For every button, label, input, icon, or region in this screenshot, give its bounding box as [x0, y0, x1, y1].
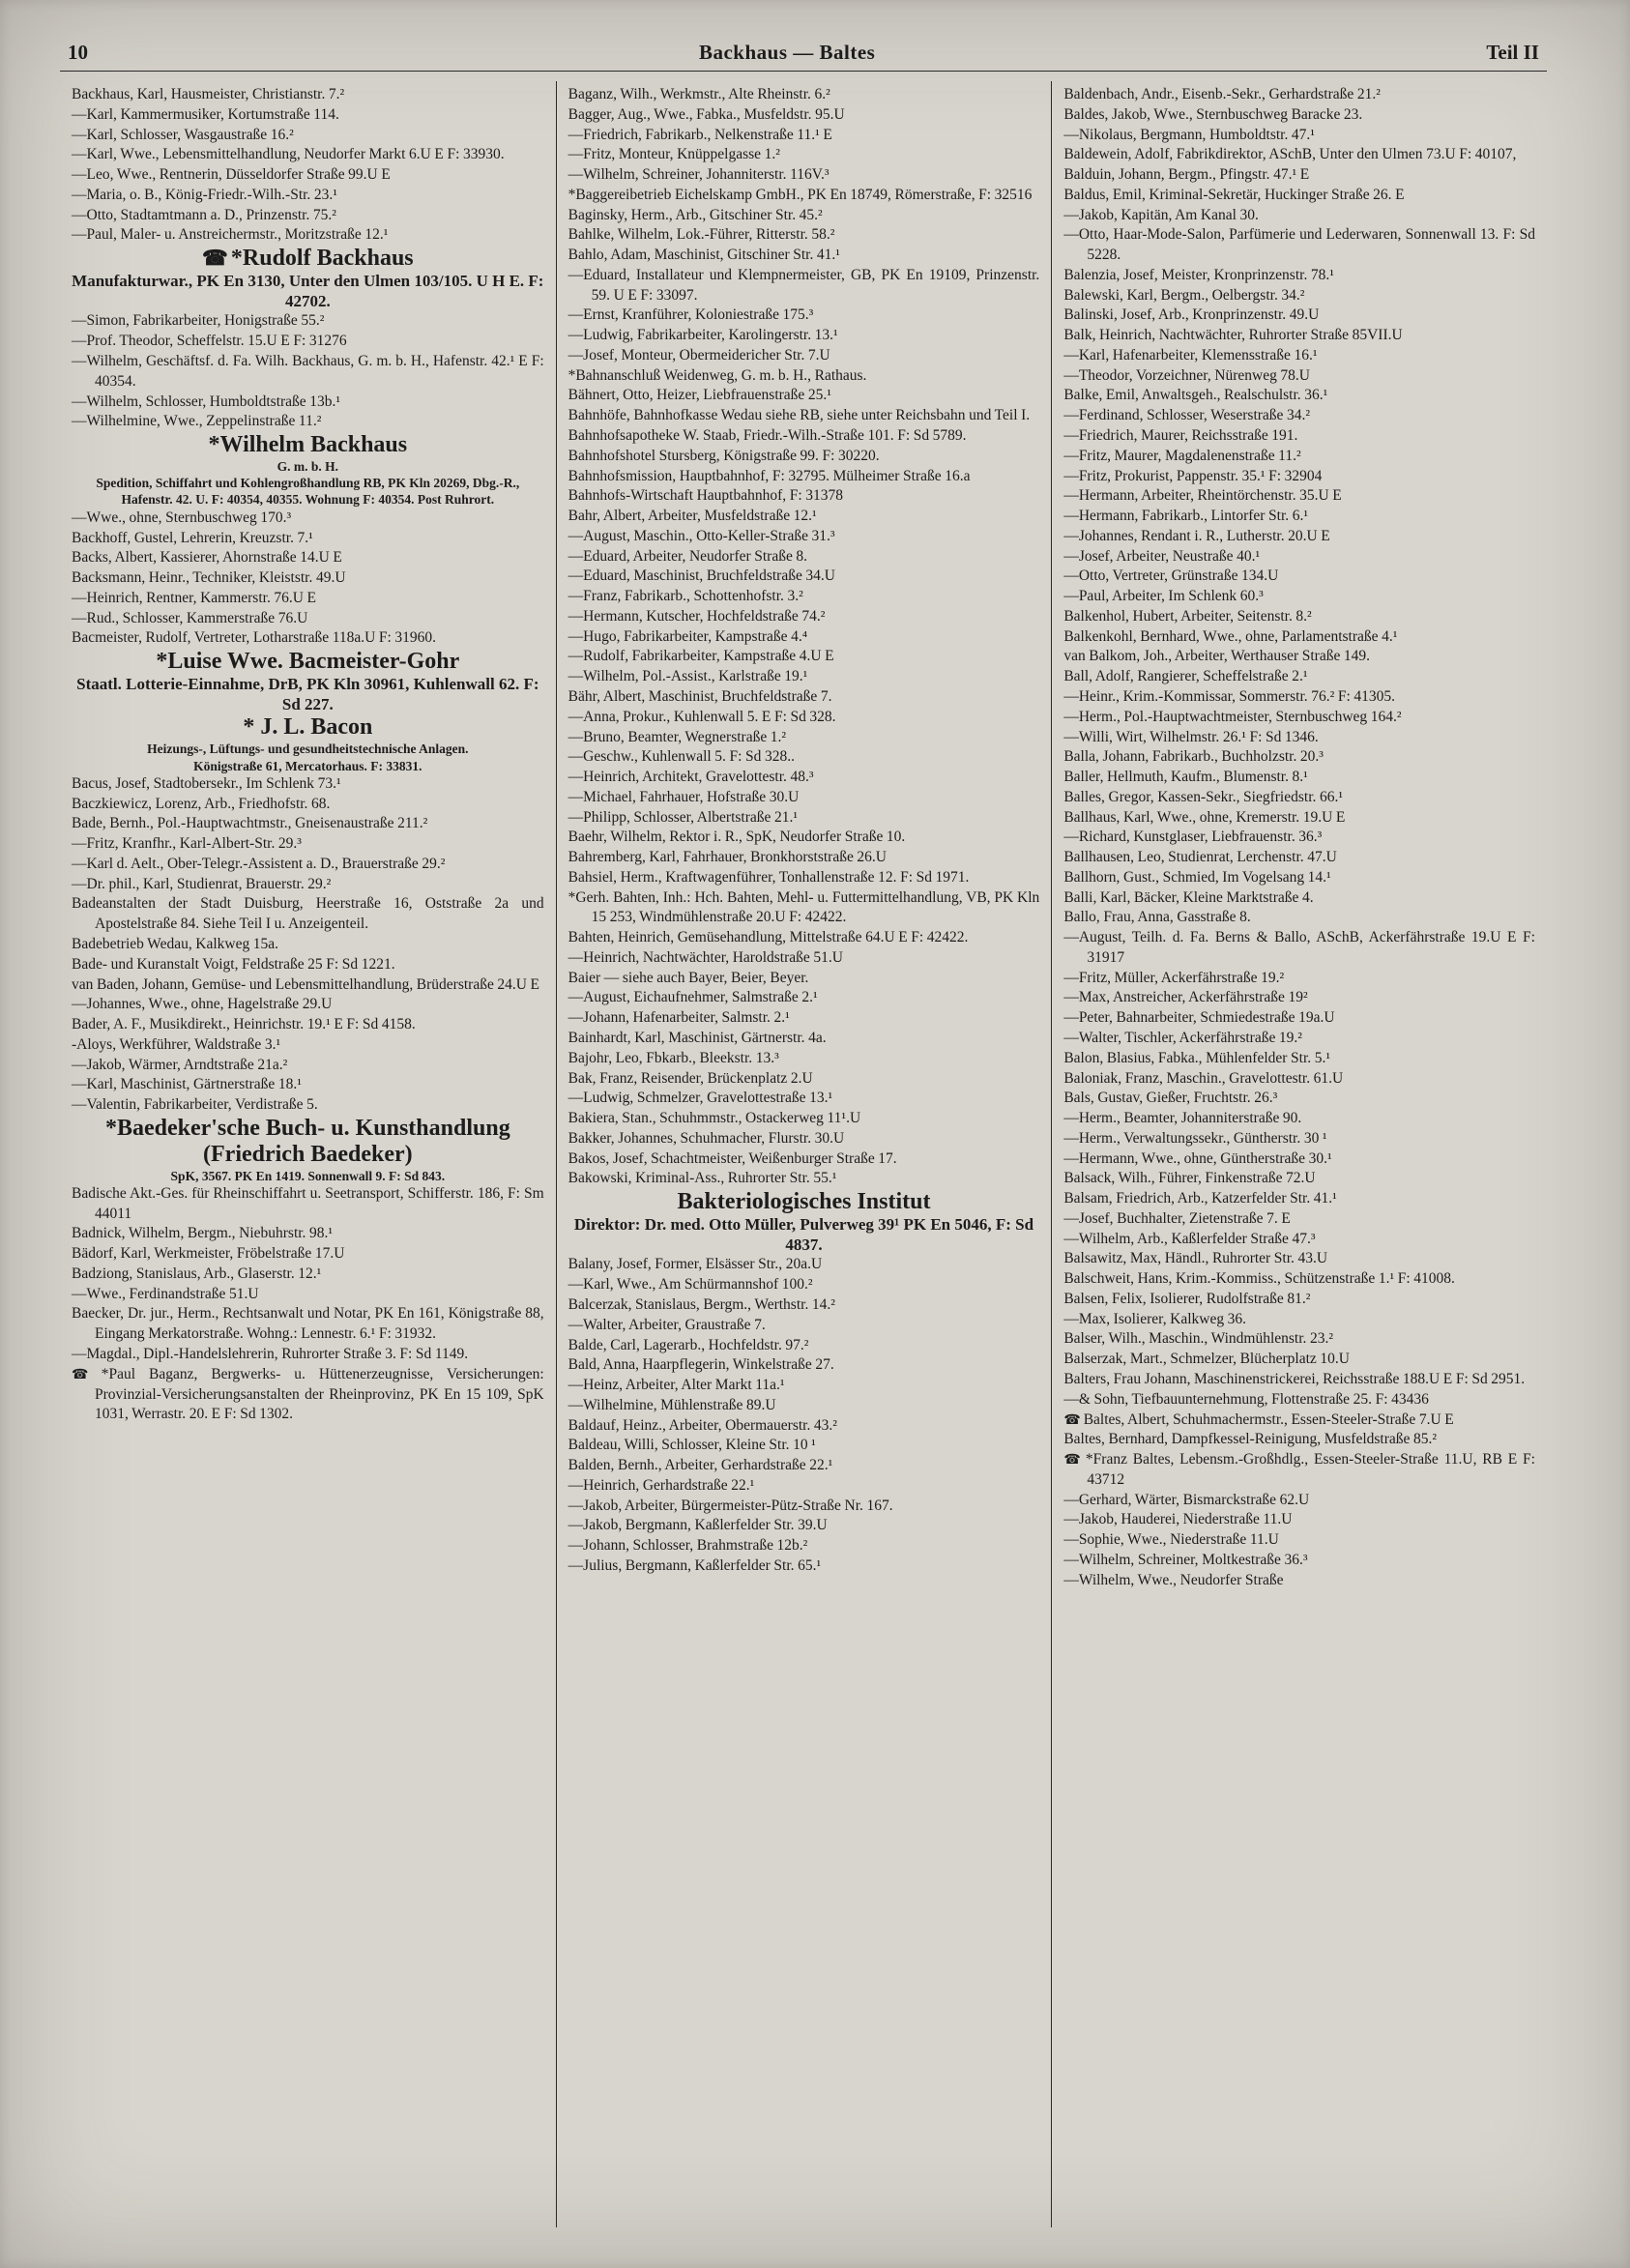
directory-entry: —Nikolaus, Bergmann, Humboldtstr. 47.¹: [1063, 126, 1315, 143]
directory-entry: Bakiera, Stan., Schuhmmstr., Ostackerweg 11¹.U: [568, 1110, 861, 1127]
directory-entry: Bahten, Heinrich, Gemüsehandlung, Mittelstraße 64.U E F: 42422.: [568, 929, 969, 946]
directory-entry: Baloniak, Franz, Maschin., Gravelottestr. 61.U: [1063, 1069, 1344, 1087]
directory-entry: —August, Teilh. d. Fa. Berns & Ballo, ASchB, Ackerfährstraße 19.U E F: 31917: [1063, 929, 1535, 966]
directory-entry: —Franz, Fabrikarb., Schottenhofstr. 3.²: [568, 588, 803, 605]
directory-entry: Balke, Emil, Anwaltsgeh., Realschulstr. 36.¹: [1063, 387, 1328, 404]
directory-column-2: [556, 81, 1052, 2227]
directory-entry: Bajohr, Leo, Fbkarb., Bleekstr. 13.³: [568, 1049, 779, 1066]
directory-entry: Baldauf, Heinz., Arbeiter, Obermauerstr. 43.²: [568, 1416, 837, 1434]
directory-entry: Balserzak, Mart., Schmelzer, Blücherplatz 10.U: [1063, 1351, 1350, 1368]
directory-entry: —Peter, Bahnarbeiter, Schmiedestraße 19a.U: [1063, 1009, 1335, 1027]
directory-entry: Balenzia, Josef, Meister, Kronprinzenstr. 78.¹: [1063, 266, 1334, 283]
directory-entry: —Max, Isolierer, Kalkweg 36.: [1063, 1310, 1247, 1327]
directory-entry: ☎ Baltes, Albert, Schuhmachermstr., Essen-Steeler-Straße 7.U E: [1063, 1410, 1454, 1428]
directory-entry: Bahnhofsmission, Hauptbahnhof, F: 32795. Mülheimer Straße 16.a: [568, 467, 971, 484]
directory-entry: Bädorf, Karl, Werkmeister, Fröbelstraße 17.U: [72, 1245, 345, 1263]
directory-entry: Bähr, Albert, Maschinist, Bruchfeldstraße 7.: [568, 687, 832, 705]
directory-entry: Baehr, Wilhelm, Rektor i. R., SpK, Neudorfer Straße 10.: [568, 829, 906, 846]
directory-entry: Balcerzak, Stanislaus, Bergm., Werthstr. 14.²: [568, 1295, 835, 1313]
directory-entry: —Herm., Pol.-Hauptwachtmeister, Sternbuschweg 164.²: [1063, 708, 1402, 725]
directory-entry: Baczkiewicz, Lorenz, Arb., Friedhofstr. 68.: [72, 795, 331, 812]
directory-entry: Ballhaus, Karl, Wwe., ohne, Kremerstr. 19.U E: [1063, 808, 1346, 826]
directory-entry: —Philipp, Schlosser, Albertstraße 21.¹: [568, 808, 798, 826]
directory-entry: Balk, Heinrich, Nachtwächter, Ruhrorter Straße 85VII.U: [1063, 327, 1403, 344]
directory-entry: Baier — siehe auch Bayer, Beier, Beyer.: [568, 969, 809, 986]
directory-entry: —Johann, Hafenarbeiter, Salmstr. 2.¹: [568, 1009, 790, 1027]
directory-entry: —Fritz, Prokurist, Pappenstr. 35.¹ F: 32904: [1063, 467, 1323, 484]
directory-entry: Bahnhöfe, Bahnhofkasse Wedau siehe RB, siehe unter Reichsbahn und Teil I.: [568, 407, 1031, 424]
directory-entry: Ballo, Frau, Anna, Gasstraße 8.: [1063, 909, 1251, 926]
directory-entry: van Baden, Johann, Gemüse- und Lebensmittelhandlung, Brüderstraße 24.U E: [72, 975, 540, 993]
directory-entry: —& Sohn, Tiefbauunternehmung, Flottenstraße 25. F: 43436: [1063, 1390, 1429, 1408]
directory-entry: -Aloys, Werkführer, Waldstraße 3.¹: [72, 1035, 281, 1053]
directory-entry: Backs, Albert, Kassierer, Ahornstraße 14.U E: [72, 549, 342, 567]
directory-entry: —Fritz, Maurer, Magdalenenstraße 11.²: [1063, 447, 1301, 464]
directory-columns: [60, 81, 1547, 2227]
directory-entry: Balla, Johann, Fabrikarb., Buchholzstr. 20.³: [1063, 748, 1324, 766]
directory-entry: Ballhorn, Gust., Schmied, Im Vogelsang 14.¹: [1063, 868, 1331, 886]
directory-entry: Balschweit, Hans, Krim.-Kommiss., Schützenstraße 1.¹ F: 41008.: [1063, 1270, 1455, 1288]
directory-entry: —Wilhelm, Wwe., Neudorfer Straße: [1063, 1571, 1284, 1588]
directory-entry: —Valentin, Fabrikarbeiter, Verdistraße 5.: [72, 1096, 318, 1114]
directory-entry: Bakos, Josef, Schachtmeister, Weißenburger Straße 17.: [568, 1149, 897, 1167]
directory-entry: —Geschw., Kuhlenwall 5. F: Sd 328..: [568, 748, 795, 766]
directory-entry: Bakker, Johannes, Schuhmacher, Flurstr. 30.U: [568, 1129, 845, 1147]
directory-entry: Bahnhofsapotheke W. Staab, Friedr.-Wilh.-Straße 101. F: Sd 5789.: [568, 427, 967, 445]
directory-entry: —Ferdinand, Schlosser, Weserstraße 34.²: [1063, 407, 1311, 424]
directory-heading: Direktor: Dr. med. Otto Müller, Pulverweg 39¹ PK En 5046, F: Sd 4837.: [573, 1214, 1034, 1254]
directory-entry: —Maria, o. B., König-Friedr.-Wilh.-Str. 23.¹: [72, 186, 337, 203]
directory-entry: —Dr. phil., Karl, Studienrat, Brauerstr. 29.²: [72, 875, 332, 892]
directory-entry: —August, Eichaufnehmer, Salmstraße 2.¹: [568, 989, 818, 1006]
directory-entry: —Fritz, Monteur, Knüppelgasse 1.²: [568, 146, 780, 163]
directory-entry: —Herm., Beamter, Johanniterstraße 90.: [1063, 1110, 1302, 1127]
directory-entry: —Hermann, Arbeiter, Rheintörchenstr. 35.U E: [1063, 487, 1342, 505]
directory-entry: —Karl, Schlosser, Wasgaustraße 16.²: [72, 126, 294, 143]
directory-entry: —Sophie, Wwe., Niederstraße 11.U: [1063, 1531, 1279, 1549]
directory-entry: —Eduard, Maschinist, Bruchfeldstraße 34.U: [568, 567, 835, 585]
directory-entry: Ballhausen, Leo, Studienrat, Lerchenstr. 47.U: [1063, 849, 1337, 866]
directory-heading: *Luise Wwe. Bacmeister-Gohr: [156, 649, 460, 675]
page-inner: [60, 41, 1547, 2227]
directory-entry: —Karl, Maschinist, Gärtnerstraße 18.¹: [72, 1076, 302, 1093]
directory-entry: —Karl, Kammermusiker, Kortumstraße 114.: [72, 105, 339, 123]
directory-entry: Balduin, Johann, Bergm., Pfingstr. 47.¹ E: [1063, 166, 1310, 184]
directory-entry: —Ludwig, Schmelzer, Gravelottestraße 13.¹: [568, 1090, 833, 1107]
directory-entry: —Rud., Schlosser, Kammerstraße 76.U: [72, 609, 308, 626]
directory-entry: —Paul, Arbeiter, Im Schlenk 60.³: [1063, 588, 1264, 605]
directory-entry: —Jakob, Bergmann, Kaßlerfelder Str. 39.U: [568, 1517, 828, 1534]
directory-entry: Badnick, Wilhelm, Bergm., Niebuhrstr. 98.¹: [72, 1225, 334, 1242]
directory-entry: —Hermann, Kutscher, Hochfeldstraße 74.²: [568, 607, 826, 625]
directory-entry: —Josef, Monteur, Obermeidericher Str. 7.U: [568, 346, 830, 363]
directory-entry: —Walter, Tischler, Ackerfährstraße 19.²: [1063, 1029, 1302, 1046]
directory-entry: Balon, Blasius, Fabka., Mühlenfelder Str. 5.¹: [1063, 1049, 1330, 1066]
directory-entry: —Wilhelmine, Wwe., Zeppelinstraße 11.²: [72, 413, 322, 430]
directory-entry: —Wilhelm, Geschäftsf. d. Fa. Wilh. Backhaus, G. m. b. H., Hafenstr. 42.¹ E F: 40354.: [72, 353, 544, 390]
directory-entry: —Jakob, Wärmer, Arndtstraße 21a.²: [72, 1056, 288, 1073]
directory-entry: —Magdal., Dipl.-Handelslehrerin, Ruhrorter Straße 3. F: Sd 1149.: [72, 1346, 469, 1362]
directory-entry: —Ernst, Kranführer, Koloniestraße 175.³: [568, 306, 814, 324]
directory-heading: *Wilhelm Backhaus: [208, 432, 408, 458]
directory-entry: —Michael, Fahrhauer, Hofstraße 30.U: [568, 788, 800, 805]
directory-entry: —Ludwig, Fabrikarbeiter, Karolingerstr. 13.¹: [568, 327, 838, 344]
directory-entry: —Prof. Theodor, Scheffelstr. 15.U E F: 31276: [72, 333, 347, 350]
directory-entry: Baldeau, Willi, Schlosser, Kleine Str. 10 ¹: [568, 1437, 816, 1454]
page-part-label: Teil II: [1486, 41, 1539, 64]
directory-entry: *Gerh. Bahten, Inh.: Hch. Bahten, Mehl- u. Futtermittelhandlung, VB, PK Kln 15 253, Windmühlenstraße 20.U F: 42422.: [568, 888, 1040, 926]
directory-heading: Spedition, Schiffahrt und Kohlengroßhandlung RB, PK Kln 20269, Dbg.-R., Hafenstr. 42. U. F: 40354, 40355. Wohnung F: 40354. Post Ruhrort.: [96, 476, 520, 508]
directory-entry: Balser, Wilh., Maschin., Windmühlenstr. 23.²: [1063, 1330, 1334, 1348]
directory-entry: —Josef, Arbeiter, Neustraße 40.¹: [1063, 547, 1261, 565]
directory-entry: Bakowski, Kriminal-Ass., Ruhrorter Str. 55.¹: [568, 1170, 837, 1187]
directory-entry: Balsen, Felix, Isolierer, Rudolfstraße 81.²: [1063, 1290, 1311, 1307]
directory-heading: ☎ *Rudolf Backhaus: [202, 246, 414, 272]
directory-entry: Badebetrieb Wedau, Kalkweg 15a.: [72, 935, 279, 952]
directory-entry: —Heinz, Arbeiter, Alter Markt 11a.¹: [568, 1377, 785, 1394]
directory-entry: Balles, Gregor, Kassen-Sekr., Siegfriedstr. 66.¹: [1063, 788, 1343, 805]
directory-entry: Bals, Gustav, Gießer, Fruchtstr. 26.³: [1063, 1090, 1278, 1107]
directory-entry: —Hermann, Fabrikarb., Lintorfer Str. 6.¹: [1063, 508, 1308, 525]
directory-entry: —Otto, Stadtamtmann a. D., Prinzenstr. 75.²: [72, 206, 336, 223]
directory-entry: —Bruno, Beamter, Wegnerstraße 1.²: [568, 728, 787, 745]
directory-entry: Bahlo, Adam, Maschinist, Gitschiner Str. 41.¹: [568, 247, 840, 264]
directory-entry: —Max, Anstreicher, Ackerfährstraße 19²: [1063, 989, 1308, 1006]
directory-entry: —Fritz, Müller, Ackerfährstraße 19.²: [1063, 969, 1285, 986]
directory-entry: —Wilhelm, Schreiner, Moltkestraße 36.³: [1063, 1551, 1308, 1568]
directory-entry: —Karl, Hafenarbeiter, Klemensstraße 16.¹: [1063, 346, 1318, 363]
phone-icon: ☎: [72, 1367, 99, 1382]
directory-entry: Bade- und Kuranstalt Voigt, Feldstraße 25 F: Sd 1221.: [72, 955, 395, 973]
page-header: [60, 41, 1547, 72]
directory-entry: Baginsky, Herm., Arb., Gitschiner Str. 45.²: [568, 206, 823, 223]
directory-entry: —Johannes, Wwe., ohne, Hagelstraße 29.U: [72, 996, 333, 1013]
directory-entry: Baltes, Bernhard, Dampfkessel-Reinigung, Musfeldstraße 85.²: [1063, 1431, 1438, 1448]
directory-entry: —Karl, Wwe., Lebensmittelhandlung, Neudorfer Markt 6.U E F: 33930.: [72, 146, 505, 163]
directory-entry: Balli, Karl, Bäcker, Kleine Marktstraße 4.: [1063, 888, 1314, 906]
directory-entry: Balkenkohl, Bernhard, Wwe., ohne, Parlamentstraße 4.¹: [1063, 627, 1398, 645]
directory-entry: Baldewein, Adolf, Fabrikdirektor, ASchB, Unter den Ulmen 73.U F: 40107,: [1063, 146, 1517, 163]
directory-entry: —Wilhelm, Pol.-Assist., Karlstraße 19.¹: [568, 668, 808, 685]
directory-entry: ☎ *Paul Baganz, Bergwerks- u. Hüttenerzeugnisse, Versicherungen: Provinzial-Versicherungsanstalten der Rheinprovinz, PK En 15 109, SpK 1031, Werrastr. 20. E F: Sd 1302.: [72, 1365, 544, 1423]
directory-entry: Baecker, Dr. jur., Herm., Rechtsanwalt und Notar, PK En 161, Königstraße 88, Eingang Merkatorstraße. Wohng.: Lennestr. 6.¹ F: 31932.: [72, 1305, 544, 1343]
directory-entry: —Karl d. Aelt., Ober-Telegr.-Assistent a. D., Brauerstraße 29.²: [72, 855, 446, 872]
directory-entry: Bald, Anna, Haarpflegerin, Winkelstraße 27.: [568, 1356, 834, 1374]
directory-entry: —Heinrich, Nachtwächter, Haroldstraße 51.U: [568, 948, 843, 966]
directory-heading: *Baedeker'sche Buch- u. Kunsthandlung (Friedrich Baedeker): [104, 1115, 510, 1167]
directory-entry: Bähnert, Otto, Heizer, Liebfrauenstraße 25.¹: [568, 387, 831, 404]
directory-entry: Balany, Josef, Former, Elsässer Str., 20a.U: [568, 1256, 823, 1273]
directory-entry: Bainhardt, Karl, Maschinist, Gärtnerstr. 4a.: [568, 1029, 827, 1046]
directory-entry: —Johannes, Rendant i. R., Lutherstr. 20.U E: [1063, 527, 1330, 544]
directory-entry: Badziong, Stanislaus, Arb., Glaserstr. 12.¹: [72, 1265, 322, 1282]
directory-entry: ☎ *Franz Baltes, Lebensm.-Großhdlg., Essen-Steeler-Straße 11.U, RB E F: 43712: [1063, 1451, 1535, 1488]
directory-entry: —Hermann, Wwe., ohne, Güntherstraße 30.¹: [1063, 1149, 1332, 1167]
directory-entry: Baganz, Wilh., Werkmstr., Alte Rheinstr. 6.²: [568, 86, 830, 102]
directory-entry: Balsawitz, Max, Händl., Ruhrorter Str. 43.U: [1063, 1250, 1328, 1267]
directory-entry: Bak, Franz, Reisender, Brückenplatz 2.U: [568, 1069, 813, 1087]
directory-entry: Bahsiel, Herm., Kraftwagenführer, Tonhallenstraße 12. F: Sd 1971.: [568, 868, 970, 886]
directory-entry: —Otto, Vertreter, Grünstraße 134.U: [1063, 567, 1279, 585]
page-number: 10: [68, 41, 88, 64]
directory-entry: Bader, A. F., Musikdirekt., Heinrichstr. 19.¹ E F: Sd 4158.: [72, 1016, 416, 1033]
directory-entry: van Balkom, Joh., Arbeiter, Werthauser Straße 149.: [1063, 648, 1371, 665]
directory-entry: Balters, Frau Johann, Maschinenstrickerei, Reichsstraße 188.U E F: Sd 2951.: [1063, 1371, 1526, 1387]
directory-entry: —Friedrich, Fabrikarb., Nelkenstraße 11.¹ E: [568, 126, 832, 143]
directory-entry: Balewski, Karl, Bergm., Oelbergstr. 34.²: [1063, 286, 1305, 304]
directory-entry: Baller, Hellmuth, Kaufm., Blumenstr. 8.¹: [1063, 769, 1308, 786]
directory-entry: Backsmann, Heinr., Techniker, Kleiststr. 49.U: [72, 569, 346, 587]
directory-entry: —Heinrich, Gerhardstraße 22.¹: [568, 1476, 755, 1494]
directory-entry: —Wilhelm, Arb., Kaßlerfelder Straße 47.³: [1063, 1230, 1316, 1247]
directory-entry: Bacus, Josef, Stadtobersekr., Im Schlenk 73.¹: [72, 774, 341, 792]
directory-entry: Bahlke, Wilhelm, Lok.-Führer, Ritterstr. 58.²: [568, 226, 835, 244]
directory-heading: * J. L. Bacon: [243, 714, 373, 741]
phone-icon: ☎: [1063, 1453, 1083, 1468]
phone-icon: ☎: [1063, 1412, 1081, 1428]
directory-entry: —Josef, Buchhalter, Zietenstraße 7. E: [1063, 1209, 1291, 1227]
directory-entry: —Rudolf, Fabrikarbeiter, Kampstraße 4.U E: [568, 648, 834, 665]
directory-heading: Staatl. Lotterie-Einnahme, DrB, PK Kln 30961, Kuhlenwall 62. F: Sd 227.: [76, 674, 539, 713]
directory-entry: —August, Maschin., Otto-Keller-Straße 31.³: [568, 527, 835, 544]
directory-entry: —Heinr., Krim.-Kommissar, Sommerstr. 76.² F: 41305.: [1063, 687, 1395, 705]
directory-entry: Baldus, Emil, Kriminal-Sekretär, Huckinger Straße 26. E: [1063, 186, 1405, 203]
directory-entry: Bacmeister, Rudolf, Vertreter, Lotharstraße 118a.U F: 31960.: [72, 629, 437, 647]
directory-entry: Baldenbach, Andr., Eisenb.-Sekr., Gerhardstraße 21.²: [1063, 86, 1381, 102]
directory-entry: —Wilhelm, Schreiner, Johanniterstr. 116V.³: [568, 166, 830, 184]
directory-column-3: [1051, 81, 1547, 2227]
directory-entry: Bagger, Aug., Wwe., Fabka., Musfeldstr. 95.U: [568, 105, 845, 123]
directory-entry: Bade, Bernh., Pol.-Hauptwachtmstr., Gneisenaustraße 211.²: [72, 815, 428, 832]
directory-entry: —Simon, Fabrikarbeiter, Honigstraße 55.²: [72, 312, 325, 330]
directory-entry: —Otto, Haar-Mode-Salon, Parfümerie und Lederwaren, Sonnenwall 13. F: Sd 5228.: [1063, 226, 1535, 264]
directory-entry: —Jakob, Hauderei, Niederstraße 11.U: [1063, 1511, 1293, 1528]
directory-entry: —Karl, Wwe., Am Schürmannshof 100.²: [568, 1276, 813, 1294]
directory-entry: —Theodor, Vorzeichner, Nürenweg 78.U: [1063, 366, 1310, 384]
directory-heading: Heizungs-, Lüftungs- und gesundheitstechnische Anlagen.: [147, 741, 469, 757]
directory-entry: —Gerhard, Wärter, Bismarckstraße 62.U: [1063, 1491, 1310, 1508]
directory-entry: Balinski, Josef, Arb., Kronprinzenstr. 49.U: [1063, 306, 1320, 324]
directory-entry: Balsack, Wilh., Führer, Finkenstraße 72.U: [1063, 1170, 1316, 1187]
directory-entry: —Walter, Arbeiter, Graustraße 7.: [568, 1316, 766, 1333]
directory-entry: —Wwe., ohne, Sternbuschweg 170.³: [72, 509, 292, 526]
directory-entry: —Jakob, Kapitän, Am Kanal 30.: [1063, 206, 1259, 223]
directory-entry: —Heinrich, Architekt, Gravelottestr. 48.³: [568, 769, 814, 786]
directory-entry: —Wwe., Ferdinandstraße 51.U: [72, 1285, 259, 1302]
directory-entry: —Wilhelmine, Mühlenstraße 89.U: [568, 1396, 776, 1413]
directory-entry: Badische Akt.-Ges. für Rheinschiffahrt u. Seetransport, Schifferstr. 186, F: Sm 44011: [72, 1184, 544, 1222]
directory-entry: —Leo, Wwe., Rentnerin, Düsseldorfer Straße 99.U E: [72, 166, 391, 184]
directory-entry: —Heinrich, Rentner, Kammerstr. 76.U E: [72, 589, 317, 606]
directory-entry: Balde, Carl, Lagerarb., Hochfeldstr. 97.²: [568, 1336, 809, 1353]
directory-heading: G. m. b. H.: [277, 458, 339, 474]
directory-entry: Baldes, Jakob, Wwe., Sternbuschweg Baracke 23.: [1063, 105, 1363, 123]
phone-icon: ☎: [202, 247, 228, 271]
directory-entry: Balsam, Friedrich, Arb., Katzerfelder Str. 41.¹: [1063, 1190, 1337, 1207]
directory-entry: Balkenhol, Hubert, Arbeiter, Seitenstr. 8.²: [1063, 607, 1312, 625]
directory-entry: —Wilhelm, Schlosser, Humboldtstraße 13b.¹: [72, 393, 341, 410]
directory-entry: Bahnhofs-Wirtschaft Hauptbahnhof, F: 31378: [568, 487, 843, 505]
page-title: Backhaus — Baltes: [698, 41, 876, 64]
directory-entry: —Eduard, Installateur und Klempnermeister, GB, PK En 19109, Prinzenstr. 59. U E F: 33097.: [568, 266, 1040, 304]
directory-entry: —Eduard, Arbeiter, Neudorfer Straße 8.: [568, 547, 808, 565]
directory-heading: SpK, 3567. PK En 1419. Sonnenwall 9. F: Sd 843.: [170, 1168, 446, 1183]
directory-entry: —Jakob, Arbeiter, Bürgermeister-Pütz-Straße Nr. 167.: [568, 1497, 893, 1514]
directory-entry: Ball, Adolf, Rangierer, Scheffelstraße 2.¹: [1063, 668, 1308, 685]
directory-entry: Bahremberg, Karl, Fahrhauer, Bronkhorststraße 26.U: [568, 849, 887, 866]
directory-entry: —Johann, Schlosser, Brahmstraße 12b.²: [568, 1537, 808, 1555]
directory-entry: —Anna, Prokur., Kuhlenwall 5. E F: Sd 328.: [568, 708, 836, 725]
directory-heading: Königstraße 61, Mercatorhaus. F: 33831.: [193, 758, 422, 773]
directory-column-1: [60, 81, 556, 2227]
directory-entry: —Richard, Kunstglaser, Liebfrauenstr. 36.³: [1063, 829, 1323, 846]
directory-entry: —Friedrich, Maurer, Reichsstraße 191.: [1063, 427, 1298, 445]
directory-entry: —Paul, Maler- u. Anstreichermstr., Moritzstraße 12.¹: [72, 226, 389, 244]
directory-entry: —Hugo, Fabrikarbeiter, Kampstraße 4.⁴: [568, 627, 808, 645]
directory-entry: *Baggereibetrieb Eichelskamp GmbH., PK En 18749, Römerstraße, F: 32516: [568, 186, 1033, 203]
directory-entry: Bahr, Albert, Arbeiter, Musfeldstraße 12.¹: [568, 508, 817, 525]
directory-heading: Manufakturwar., PK En 3130, Unter den Ulmen 103/105. U H E. F: 42702.: [72, 272, 544, 310]
directory-entry: Backhoff, Gustel, Lehrerin, Kreuzstr. 7.¹: [72, 529, 313, 546]
directory-entry: —Fritz, Kranfhr., Karl-Albert-Str. 29.³: [72, 835, 302, 853]
directory-entry: Badeanstalten der Stadt Duisburg, Heerstraße 16, Oststraße 2a und Apostelstraße 84. Siehe Teil I u. Anzeigenteil.: [72, 895, 544, 933]
directory-entry: Backhaus, Karl, Hausmeister, Christianstr. 7.²: [72, 86, 345, 102]
directory-entry: Bahnhofshotel Stursberg, Königstraße 99. F: 30220.: [568, 447, 880, 464]
directory-heading: Bakteriologisches Institut: [677, 1189, 931, 1215]
directory-entry: —Herm., Verwaltungssekr., Güntherstr. 30 ¹: [1063, 1129, 1327, 1147]
directory-entry: —Willi, Wirt, Wilhelmstr. 26.¹ F: Sd 1346.: [1063, 728, 1319, 745]
directory-entry: *Bahnanschluß Weidenweg, G. m. b. H., Rathaus.: [568, 366, 867, 384]
directory-entry: —Julius, Bergmann, Kaßlerfelder Str. 65.¹: [568, 1556, 822, 1574]
directory-entry: Balden, Bernh., Arbeiter, Gerhardstraße 22.¹: [568, 1457, 833, 1474]
